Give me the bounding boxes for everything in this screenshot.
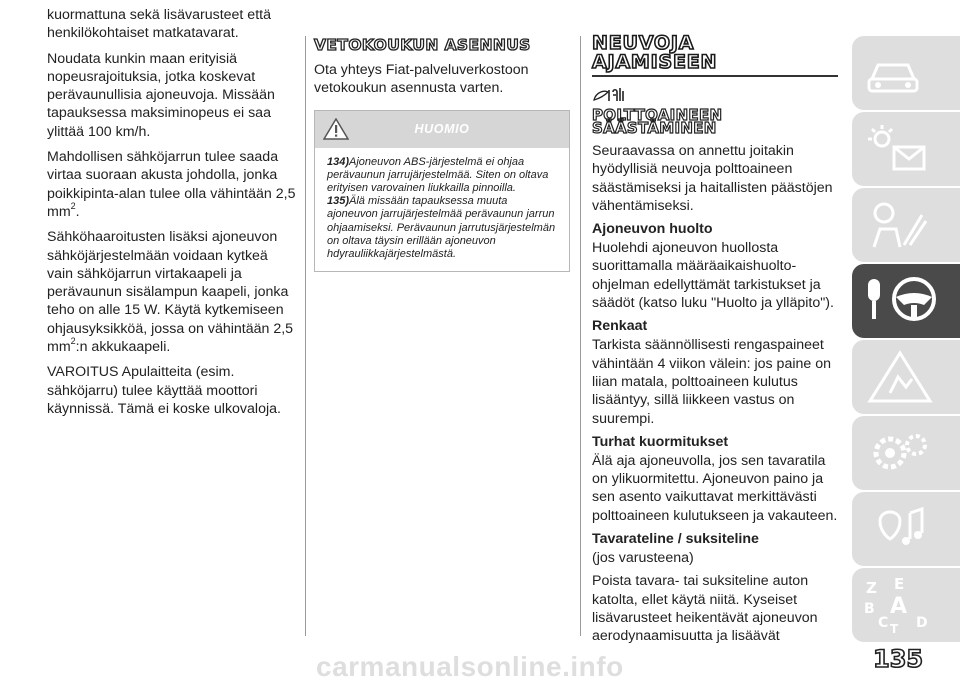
paragraph: kuormattuna sekä lisävarusteet että henkilökohtaiset matkatavarat. <box>47 7 271 42</box>
tab-starting-driving[interactable] <box>852 264 960 338</box>
warning-item: 134)Ajoneuvon ABS-järjestelmä ei ohjaa perävaunun jarrujärjestelmää. Siten on oltava erityisen varovainen liukkailla pinnoilla. <box>327 155 549 194</box>
tab-emergency[interactable] <box>852 340 960 414</box>
paragraph: Poista tavara- tai suksiteline auton katolta, ellet käytä niitä. Kyseiset lisävarusteet heikentävät ajoneuvon aerodynaamisuutta ja lisäävät <box>592 573 818 645</box>
paragraph: Ota yhteys Fiat-palveluverkostoon vetokoukun asennusta varten. <box>314 62 529 97</box>
tab-dashboard-lights[interactable] <box>852 112 960 186</box>
paragraph: Mahdollisen sähköjarrun tulee saada virtaa suoraan akusta johdolla, jonka poikkipinta-alan tulee olla vähintään 2,5 $mm^2$. <box>47 149 296 220</box>
tab-safety[interactable] <box>852 188 960 262</box>
index-letter: A <box>890 594 908 619</box>
paragraph: Huolehdi ajoneuvon huollosta suorittamalla määräaikaishuolto-ohjelman edellyttämät tarkistukset ja säädöt (katso luku "Huolto ja ylläpito"). <box>592 240 834 312</box>
emergency-triangle-icon <box>860 347 940 407</box>
column-divider <box>580 36 581 636</box>
paragraph: Seuraavassa on annettu joitakin hyödyllisiä neuvoja polttoaineen säästämiseksi ja haitallisten päästöjen vähentämiseksi. <box>592 143 833 214</box>
paragraph: Noudata kunkin maan erityisiä nopeusrajoituksia, jotka koskevat perävaunullisia ajoneuvoja. Missään tapauksessa maksiminopeus ei saa ylittää 100 km/h. <box>47 50 275 140</box>
section-title: VETOKOUKUN ASENNUS <box>314 36 531 54</box>
warning-item: 135)Älä missään tapauksessa muuta ajoneuvon jarrujärjestelmää perävaunun jarrun ohjaamiseksi. Perävaunun jarrutusjärjestelmän on oltava täysin erillään ajoneuvon hdyrauliikkajärjestelmästä. <box>327 195 556 261</box>
index-letter: Z <box>866 579 877 597</box>
index-letter: C <box>878 615 889 631</box>
chapter-title: NEUVOJA AJAMISEEN <box>592 32 718 73</box>
chapter-rule <box>592 75 838 77</box>
safety-airbag-icon <box>860 195 940 255</box>
alphabetical-index-icon <box>860 575 940 641</box>
key-steering-wheel-icon <box>860 271 946 331</box>
tab-maintenance[interactable] <box>852 416 960 490</box>
warning-box <box>314 110 570 273</box>
index-letter: E <box>894 575 905 593</box>
paragraph: Sähköhaaroitusten lisäksi ajoneuvon sähköjärjestelmään voidaan kytkeä vain sähköjarrun virtakaapeli ja perävaunun sisälampun kaapeli, jonka teho on alle 15 W. Käytä kytkemiseen ohjausyksikköä, jossa on vähintään 2,5 $mm^2:n$ akkukaapeli. <box>47 229 294 356</box>
warning-label: HUOMIO <box>414 121 470 136</box>
section-heading: Ajoneuvon huolto <box>592 221 713 238</box>
paragraph-note: (jos varusteena) <box>592 550 694 567</box>
column-divider <box>305 36 306 636</box>
eco-leaf-icon <box>592 86 840 104</box>
sub-title: POLTTOAINEEN SÄÄSTÄMINEN <box>592 106 723 137</box>
section-heading: Renkaat <box>592 318 648 335</box>
tab-multimedia[interactable] <box>852 492 960 566</box>
index-letter: T <box>890 622 899 636</box>
index-letter: B <box>864 601 875 617</box>
column-left <box>47 0 297 425</box>
dashboard-lights-icon <box>860 119 940 179</box>
warning-header <box>315 111 569 148</box>
tab-car-overview[interactable] <box>852 36 960 110</box>
multimedia-icon <box>860 499 940 559</box>
car-overview-icon <box>860 43 930 103</box>
column-right <box>592 0 840 651</box>
column-middle <box>314 0 569 272</box>
paragraph: Älä aja ajoneuvolla, jos sen tavaratila on ylikuormitettu. Ajoneuvon paino ja sen asento vaikuttavat merkittävästi polttoaineen kulutukseen ja vakauteen. <box>592 452 838 524</box>
paragraph: Tarkista säännöllisesti rengaspaineet vähintään 4 viikon välein: jos paine on liian matala, polttoaineen kulutus lisääntyy, sillä liikkeen vastus on suurempi. <box>592 337 831 427</box>
page-number: 135 <box>873 645 924 673</box>
warning-body <box>315 148 569 272</box>
chapter-tabs <box>852 36 960 640</box>
maintenance-gears-icon <box>860 423 940 483</box>
tab-index[interactable] <box>852 568 960 642</box>
index-letter: D <box>916 615 928 631</box>
section-heading: Tavarateline / suksiteline <box>592 531 759 548</box>
paragraph: VAROITUS Apulaitteita (esim. sähköjarru) tulee käyttää moottori käynnissä. Tämä ei koske ulkovaloja. <box>47 364 281 417</box>
watermark: carmanualsonline.info <box>316 651 624 682</box>
section-heading: Turhat kuormitukset <box>592 433 729 450</box>
